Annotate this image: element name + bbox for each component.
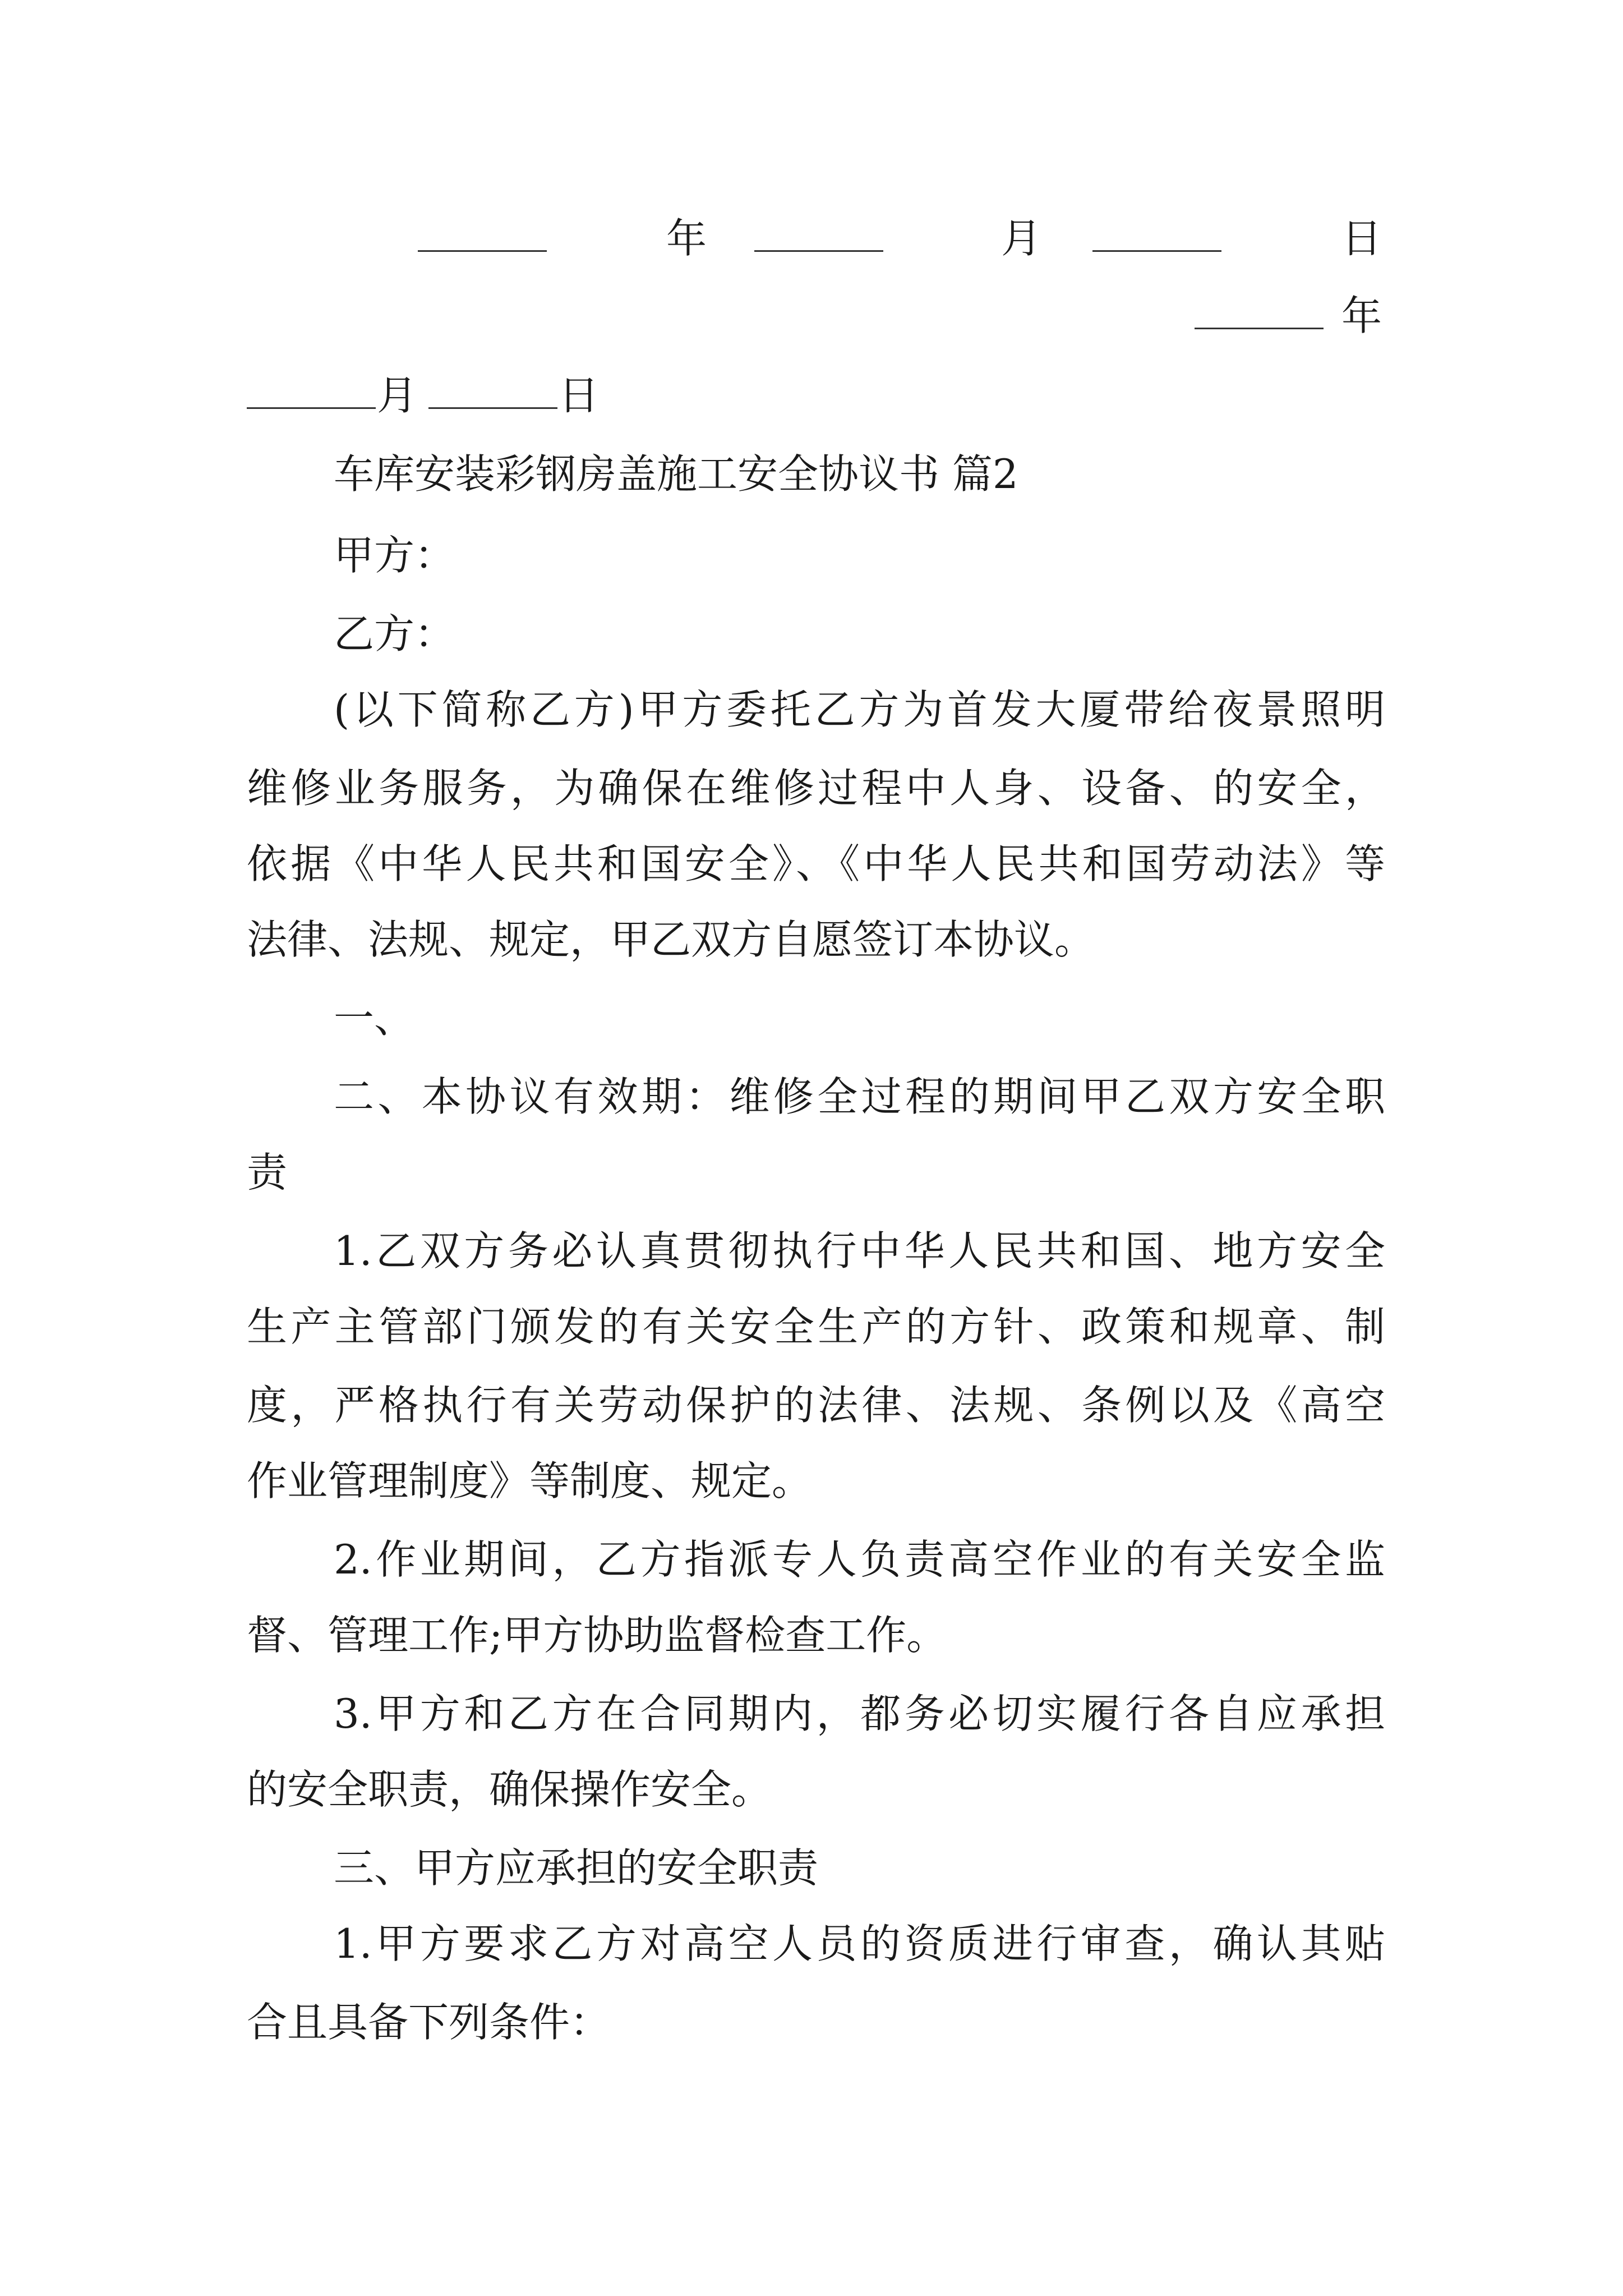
year-label-2: 年 bbox=[1341, 292, 1382, 339]
clause-two-line: 责 bbox=[247, 1149, 288, 1196]
item-1-line: 生产主管部门颁发的有关安全生产的方针、政策和规章、制 bbox=[247, 1303, 1385, 1350]
month-label: 月 bbox=[1001, 215, 1042, 262]
item-3-line: 的安全职责，确保操作安全。 bbox=[247, 1766, 772, 1813]
month-blank bbox=[754, 213, 883, 252]
month-label-3: 月 bbox=[377, 372, 418, 419]
clause-two-line: 二、本协议有效期：维修全过程的期间甲乙双方安全职 bbox=[334, 1073, 1385, 1120]
year-label: 年 bbox=[666, 215, 707, 262]
paragraph-line: (以下简称乙方)甲方委托乙方为首发大厦带给夜景照明 bbox=[334, 686, 1385, 733]
item-1-line: 1.乙双方务必认真贯彻执行中华人民共和国、地方安全 bbox=[334, 1227, 1385, 1274]
year-blank-2 bbox=[1195, 291, 1324, 329]
paragraph-line: 法律、法规、规定，甲乙双方自愿签订本协议。 bbox=[247, 916, 1095, 963]
clause-three-heading: 三、甲方应承担的安全职责 bbox=[334, 1844, 819, 1892]
section-title: 车库安装彩钢房盖施工安全协议书 篇2 bbox=[334, 450, 1018, 498]
day-blank bbox=[1092, 213, 1221, 252]
date-line-2 bbox=[0, 291, 1623, 341]
item-2-line: 督、管理工作;甲方协助监督检查工作。 bbox=[247, 1612, 947, 1659]
date-line-1 bbox=[0, 213, 1623, 264]
party-b-label: 乙方： bbox=[334, 610, 455, 657]
day-blank-3 bbox=[428, 370, 557, 409]
day-label-3: 日 bbox=[559, 372, 600, 419]
item-1-line: 作业管理制度》等制度、规定。 bbox=[247, 1457, 813, 1504]
year-blank bbox=[418, 213, 547, 252]
date-line-3 bbox=[0, 370, 1623, 421]
paragraph-line: 维修业务服务，为确保在维修过程中人身、设备、的安全， bbox=[247, 765, 1385, 812]
clause-one: 一、 bbox=[334, 995, 415, 1042]
item-1-line: 度，严格执行有关劳动保护的法律、法规、条例以及《高空 bbox=[247, 1382, 1385, 1429]
clause-three-item-1-line: 合且具备下列条件： bbox=[247, 1999, 611, 2046]
party-a-label: 甲方： bbox=[334, 532, 455, 579]
day-label: 日 bbox=[1341, 215, 1382, 262]
clause-three-item-1-line: 1.甲方要求乙方对高空人员的资质进行审查，确认其贴 bbox=[334, 1920, 1385, 1967]
month-blank-3 bbox=[247, 370, 376, 409]
paragraph-line: 依据《中华人民共和国安全》、《中华人民共和国劳动法》等 bbox=[247, 840, 1385, 887]
item-3-line: 3.甲方和乙方在合同期内，都务必切实履行各自应承担 bbox=[334, 1690, 1385, 1737]
item-2-line: 2.作业期间，乙方指派专人负责高空作业的有关安全监 bbox=[334, 1536, 1385, 1583]
